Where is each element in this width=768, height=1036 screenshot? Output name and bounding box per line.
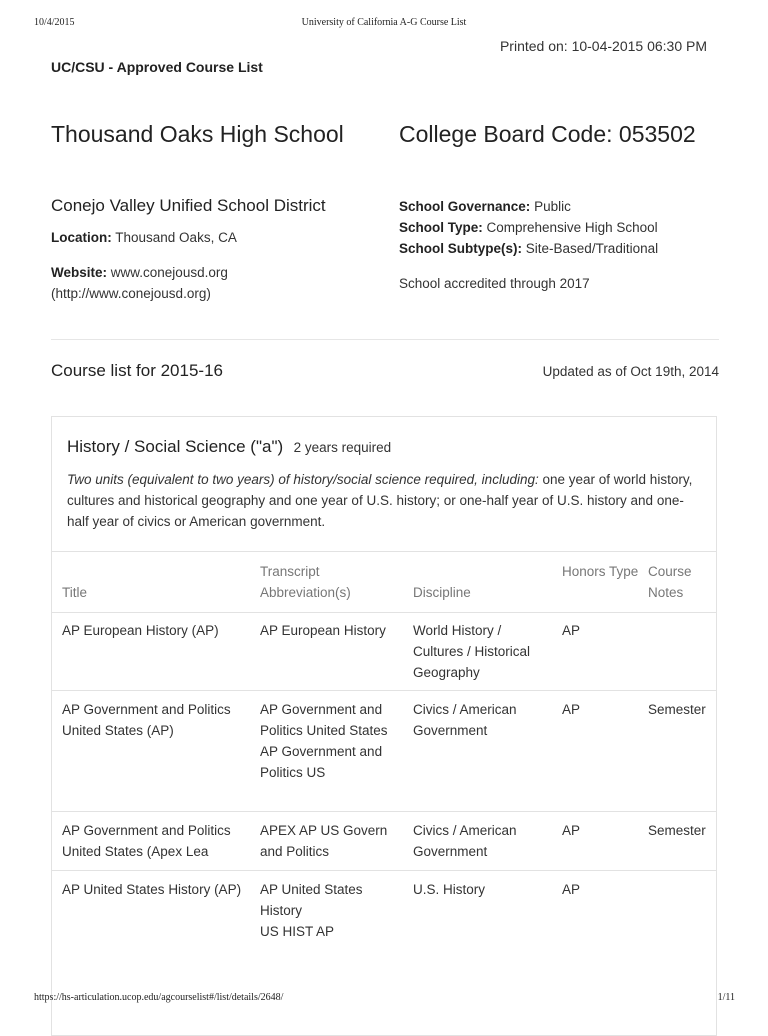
print-url[interactable]: https://hs-articulation.ucop.edu/agcourselist#/list/details/2648/ bbox=[34, 992, 284, 1003]
transcript-abbreviation: AP European History bbox=[260, 623, 386, 638]
print-header bbox=[0, 17, 768, 31]
accreditation: School accredited through 2017 bbox=[399, 276, 590, 291]
course-title: AP Government and Politics United States (AP) bbox=[62, 702, 231, 738]
school-subtype-label: School Subtype(s): bbox=[399, 241, 523, 256]
school-website bbox=[51, 262, 371, 304]
print-footer bbox=[0, 992, 768, 1006]
governance-label: School Governance: bbox=[399, 199, 531, 214]
honors-type: AP bbox=[562, 702, 581, 717]
governance-line bbox=[399, 196, 729, 217]
subject-description-rest: one year of world history, cultures and historical geography and one year of U.S. history; or one-half year of U.S. history and one-half year of civics or American government. bbox=[67, 472, 693, 529]
course-notes: Semester bbox=[648, 823, 706, 838]
years-required: 2 years required bbox=[293, 440, 392, 455]
table-row bbox=[52, 811, 716, 871]
course-discipline: U.S. History bbox=[413, 882, 486, 897]
location-value: Thousand Oaks, CA bbox=[115, 230, 237, 245]
college-board-code: College Board Code: 053502 bbox=[399, 121, 696, 147]
school-type-label: School Type: bbox=[399, 220, 483, 235]
course-notes: Semester bbox=[648, 702, 706, 717]
column-header-abbreviation[interactable]: Transcript Abbreviation(s) bbox=[260, 564, 351, 600]
table-header bbox=[52, 551, 716, 613]
website-label: Website: bbox=[51, 265, 108, 280]
school-subtype-line bbox=[399, 238, 729, 259]
subject-header bbox=[67, 437, 391, 457]
governance-value: Public bbox=[534, 199, 571, 214]
school-district: Conejo Valley Unified School District bbox=[51, 196, 326, 215]
column-header-honors[interactable]: Honors Type bbox=[562, 564, 639, 579]
column-header-title[interactable]: Title bbox=[62, 585, 88, 600]
print-date: 10/4/2015 bbox=[34, 17, 75, 28]
school-location bbox=[51, 227, 237, 248]
course-discipline: World History / Cultures / Historical Geography bbox=[413, 623, 531, 680]
school-governance-block bbox=[399, 196, 729, 259]
school-type-value: Comprehensive High School bbox=[486, 220, 658, 235]
print-title: University of California A-G Course List bbox=[301, 17, 467, 28]
subject-description bbox=[67, 469, 697, 532]
column-header-notes[interactable]: Course Notes bbox=[648, 564, 692, 600]
course-title: AP European History (AP) bbox=[62, 623, 219, 638]
doc-title: UC/CSU - Approved Course List bbox=[51, 59, 263, 75]
school-subtype-value: Site-Based/Traditional bbox=[525, 241, 659, 256]
page-number: 1/11 bbox=[717, 992, 735, 1003]
subject-description-emphasis: Two units (equivalent to two years) of history/social science required, including: bbox=[67, 472, 539, 487]
honors-type: AP bbox=[562, 823, 581, 838]
course-discipline: Civics / American Government bbox=[413, 702, 517, 738]
course-discipline: Civics / American Government bbox=[413, 823, 517, 859]
course-title: AP Government and Politics United States (Apex Lea bbox=[62, 823, 231, 859]
table-row bbox=[52, 870, 716, 970]
location-label: Location: bbox=[51, 230, 112, 245]
subject-title: History / Social Science ("a") bbox=[67, 437, 284, 456]
table-row bbox=[52, 611, 716, 691]
transcript-abbreviation: AP United States History US HIST AP bbox=[260, 882, 363, 939]
printed-on: Printed on: 10-04-2015 06:30 PM bbox=[499, 38, 707, 54]
honors-type: AP bbox=[562, 623, 581, 638]
course-title: AP United States History (AP) bbox=[62, 882, 242, 897]
school-type-line bbox=[399, 217, 729, 238]
subject-card bbox=[51, 416, 717, 1036]
honors-type: AP bbox=[562, 882, 581, 897]
school-name: Thousand Oaks High School bbox=[51, 121, 344, 147]
divider bbox=[51, 339, 719, 340]
column-header-discipline[interactable]: Discipline bbox=[413, 585, 471, 600]
website-link[interactable]: www.conejousd.org (http://www.conejousd.org) bbox=[51, 265, 228, 301]
updated-date: Updated as of Oct 19th, 2014 bbox=[542, 364, 719, 379]
course-list-title: Course list for 2015-16 bbox=[51, 361, 223, 380]
transcript-abbreviation: APEX AP US Govern and Politics bbox=[260, 823, 388, 859]
transcript-abbreviation: AP Government and Politics United States AP Government and Politics US bbox=[260, 702, 388, 780]
table-row bbox=[52, 690, 716, 812]
